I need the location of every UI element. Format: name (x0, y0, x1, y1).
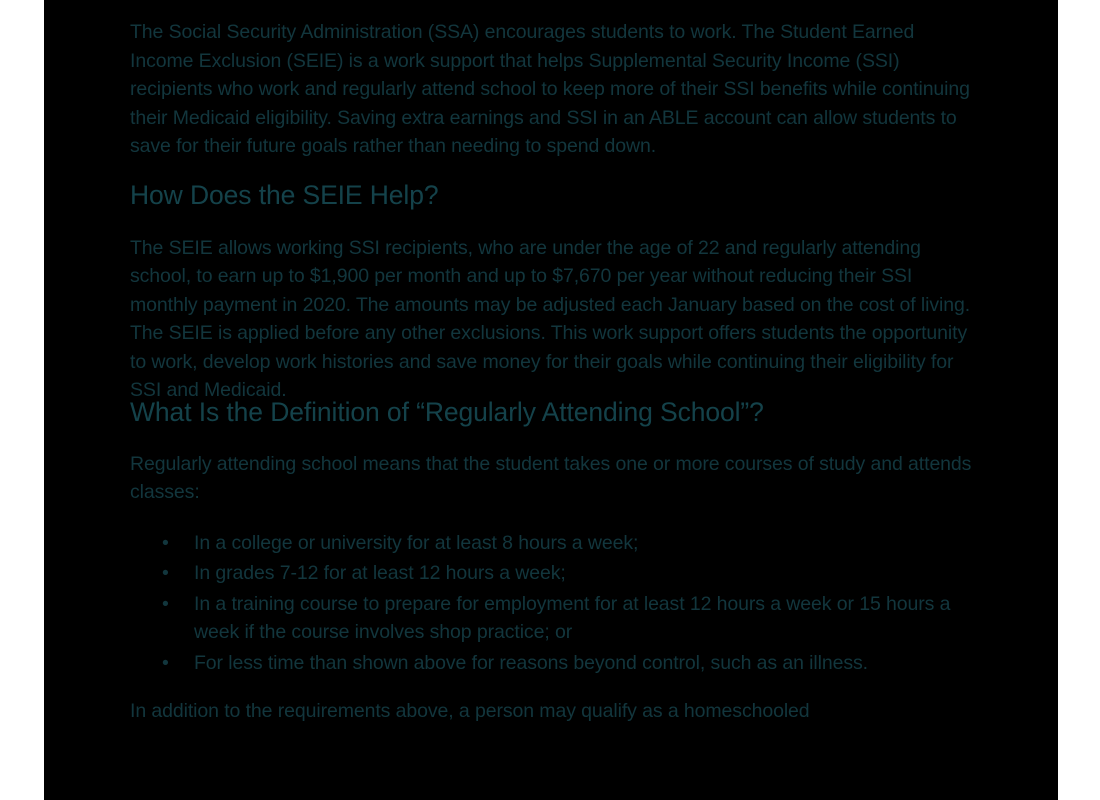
bullet-icon: • (162, 651, 169, 674)
document-content (130, 18, 980, 726)
list-item (130, 529, 980, 558)
list-item-text: For less time than shown above for reasons beyond control, such as an illness. (194, 651, 868, 674)
section-heading-seie-help: How Does the SEIE Help? (130, 179, 439, 210)
document-page (44, 0, 1058, 800)
regularly-attending-paragraph: Regularly attending school means that the student takes one or more courses of study and attends classes: (130, 452, 972, 503)
bullet-icon: • (162, 562, 169, 584)
homeschool-paragraph: In addition to the requirements above, a person may qualify as a homeschooled (130, 700, 810, 722)
list-item (130, 649, 980, 678)
intro-paragraph: The Social Security Administration (SSA) encourages students to work. The Student Earned Income Exclusion (SEIE) is a work support that helps Supplemental Security Income (SSI) recipients who work and regularly attend school to keep more of their SSI benefits while continuing their Medicaid eligibility. Saving extra earnings and SSI in an ABLE account can allow students to save for their future goals rather than needing to spend down. (130, 21, 970, 157)
list-item-text: In grades 7-12 for at least 12 hours a week; (194, 562, 566, 584)
bullet-icon: • (162, 592, 169, 615)
bullet-icon: • (162, 531, 169, 554)
list-item (130, 590, 980, 647)
list-item-text: In a college or university for at least 8 hours a week; (194, 531, 639, 554)
seie-help-paragraph: The SEIE allows working SSI recipients, who are under the age of 22 and regularly attending school, to earn up to $1,900 per month and up to $7,670 per year without reducing their SSI monthly payment in 2020. The amounts may be adjusted each January based on the cost of living. The SEIE is applied before any other exclusions. This work support offers students the opportunity to work, develop work histories and save money for their goals while continuing their eligibility for SSI and Medicaid. (130, 236, 971, 401)
list-item-text: In a training course to prepare for employment for at least 12 hours a week or 15 hours a week if the course involves shop practice; or (194, 592, 951, 643)
list-item (130, 559, 980, 588)
section-heading-regularly-attending: What Is the Definition of “Regularly Attending School”? (130, 396, 764, 427)
requirements-list (130, 529, 980, 678)
